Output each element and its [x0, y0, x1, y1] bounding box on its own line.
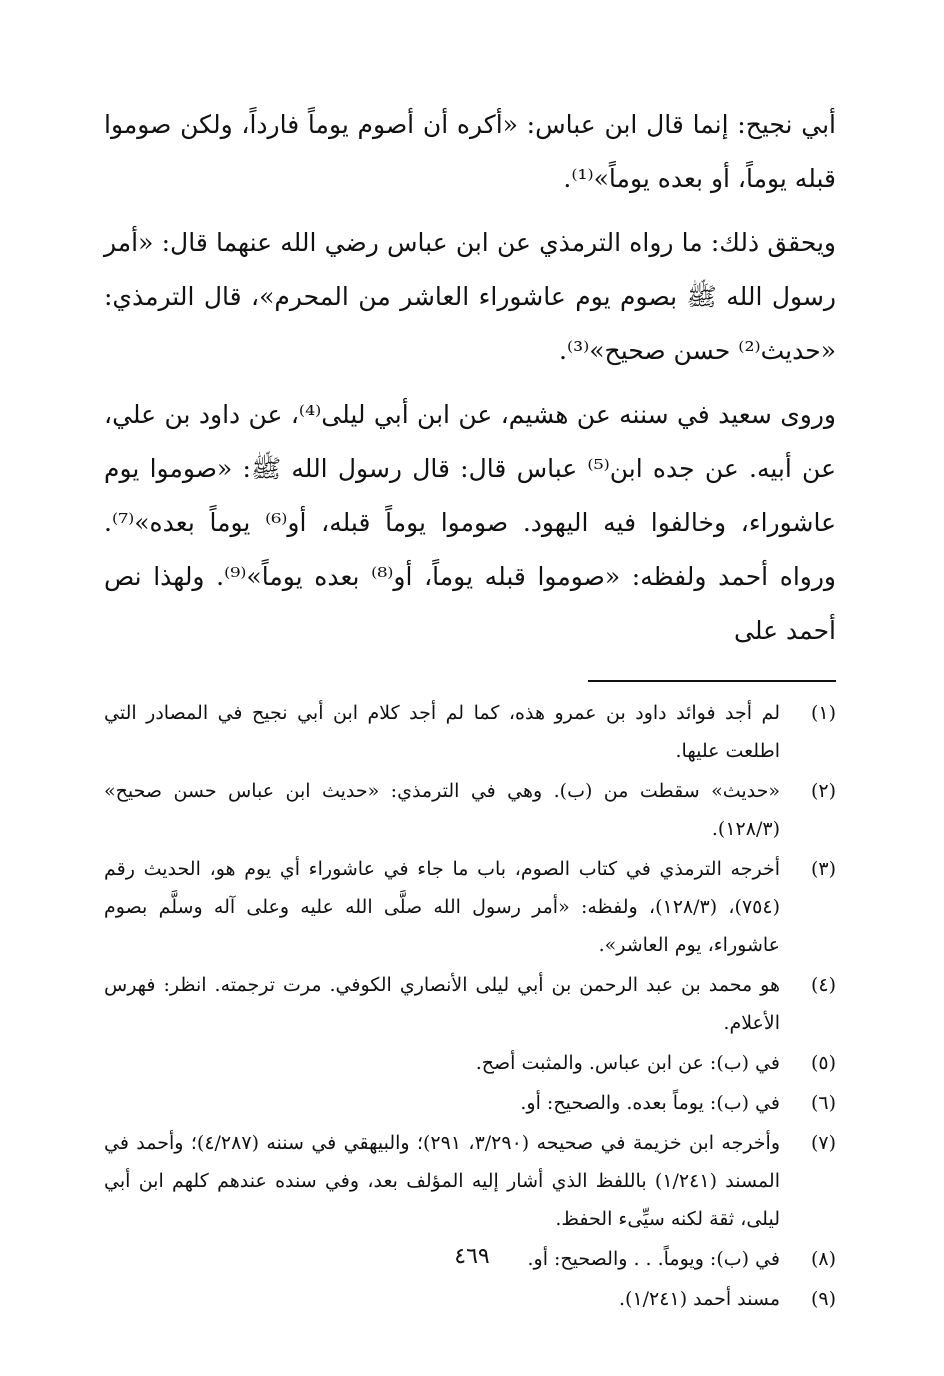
footnote-number: (٩) [810, 1288, 836, 1310]
footnote-text: في (ب): ويوماً. . . والصحيح: أو. [527, 1248, 780, 1270]
footnote-text: هو محمد بن عبد الرحمن بن أبي ليلى الأنصاري الكوفي. مرت ترجمته. انظر: فهرس الأعلام. [104, 974, 780, 1034]
footnotes-list [104, 694, 836, 1318]
page-content [104, 98, 836, 1320]
footnote-text: في (ب): يوماً بعده. والصحيح: أو. [520, 1092, 780, 1114]
footnote-number: (٦) [810, 1092, 836, 1114]
footnote-3 [104, 850, 836, 964]
body-paragraph-3: وروى سعيد في سننه عن هشيم، عن ابن أبي ليلى⁽⁴⁾، عن داود بن علي، عن أبيه. عن جده ابن⁽⁵⁾ عباس قال: قال رسول الله ﷺ: «صوموا يوم عاشوراء، وخالفوا فيه اليهود. صوموا يوماً قبله، أو⁽⁶⁾ يوماً بعده»⁽⁷⁾. ورواه أحمد ولفظه: «صوموا قبله يوماً، أو⁽⁸⁾ بعده يوماً»⁽⁹⁾. ولهذا نص أحمد على [104, 400, 836, 645]
footnote-number: (١) [810, 702, 836, 724]
footnote-text: «حديث» سقطت من (ب). وهي في الترمذي: «حديث ابن عباس حسن صحيح» (١٢٨/٣). [104, 780, 780, 840]
footnote-text: أخرجه الترمذي في كتاب الصوم، باب ما جاء في عاشوراء أي يوم هو، الحديث رقم (٧٥٤)، (١٢٨/٣)، ولفظه: «أمر رسول الله صلَّى الله عليه وعلى آله وسلَّم بصوم عاشوراء، يوم العاشر». [104, 858, 781, 956]
footnote-text: مسند أحمد (١/٢٤١). [619, 1288, 780, 1310]
footnote-6 [104, 1084, 836, 1122]
footnote-9 [104, 1280, 836, 1318]
footnote-number: (٨) [810, 1248, 836, 1270]
footnote-number: (٥) [810, 1052, 836, 1074]
body-paragraph-2: ويحقق ذلك: ما رواه الترمذي عن ابن عباس رضي الله عنهما قال: «أمر رسول الله ﷺ بصوم يوم عاشوراء العاشر من المحرم»، قال الترمذي: «حديث⁽²⁾ حسن صحيح»⁽³⁾. [104, 228, 836, 365]
footnote-number: (٤) [810, 974, 836, 996]
footnote-number: (٣) [810, 858, 836, 880]
footnote-7 [104, 1124, 836, 1238]
footnote-number: (٢) [810, 780, 836, 802]
footnote-text: في (ب): عن ابن عباس. والمثبت أصح. [475, 1052, 780, 1074]
footnote-5 [104, 1044, 836, 1082]
footnote-number: (٧) [810, 1132, 836, 1154]
footnote-text: لم أجد فوائد داود بن عمرو هذه، كما لم أجد كلام ابن أبي نجيح في المصادر التي اطلعت عليها. [104, 702, 780, 762]
footnote-2 [104, 772, 836, 848]
body-paragraph-1: أبي نجيح: إنما قال ابن عباس: «أكره أن أصوم يوماً فارداً، ولكن صوموا قبله يوماً، أو بعده يوماً»⁽¹⁾. [104, 110, 836, 193]
footnote-separator [588, 680, 836, 682]
page-number: ٤٦٩ [454, 1244, 490, 1269]
footnote-4 [104, 966, 836, 1042]
footnote-text: وأخرجه ابن خزيمة في صحيحه (٣/٢٩٠، ٢٩١)؛ والبيهقي في سننه (٤/٢٨٧)؛ وأحمد في المسند (١/٢٤١) باللفظ الذي أشار إليه المؤلف بعد، وفي سنده عندهم كلهم ابن أبي ليلى، ثقة لكنه سيِّىء الحفظ. [104, 1132, 781, 1230]
footnote-1 [104, 694, 836, 770]
